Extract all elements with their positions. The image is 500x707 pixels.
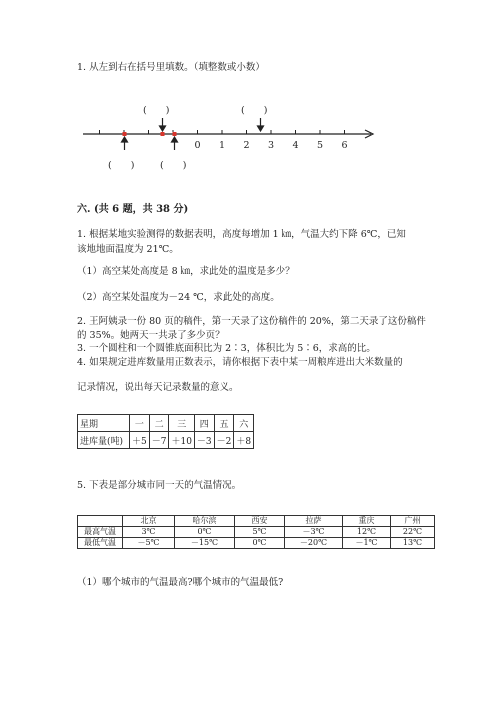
tick-label: 6 [341,140,348,151]
tick-label: 3 [268,140,275,151]
red-marker-2 [161,132,165,136]
table-cell: 0℃ [175,527,235,538]
blank-upper-1: ( ) [143,105,170,116]
table-row [78,538,435,549]
table-row [78,527,435,538]
blank-lower-2: ( ) [160,160,187,171]
table-cell: 五 [214,415,234,432]
number-line [75,112,385,152]
warehouse-table [77,414,254,449]
table-cell: 广州 [391,516,435,527]
tick-label: 2 [243,140,250,151]
blank-upper-2: ( ) [241,105,268,116]
table-cell: ＋5 [130,432,150,449]
table-cell: 西安 [235,516,285,527]
table-cell: －3℃ [285,527,343,538]
arrow-up-2-icon [172,137,178,150]
p4-line2: 记录情况，说出每天记录数量的意义。 [77,382,239,393]
table-cell: 六 [234,415,254,432]
p2-line2: 的 35%。她两天一共录了多少页？ [77,330,225,341]
table-cell: －20℃ [285,538,343,549]
table-cell: 最低气温 [78,538,123,549]
table-row [78,432,254,449]
red-marker-1 [123,132,127,136]
table-cell: 四 [194,415,214,432]
table-cell: 一 [130,415,150,432]
p4-line1: 4. 如果规定进库数量用正数表示，请你根据下表中某一周粮库进出大米数量的 [77,357,403,368]
section-heading: 六. (共 6 题，共 38 分) [77,204,189,215]
table-cell: ＋10 [169,432,194,449]
table-cell: －15℃ [175,538,235,549]
table-cell: 3℃ [123,527,175,538]
table-cell: 5℃ [235,527,285,538]
table-cell: 北京 [123,516,175,527]
table-cell: 最高气温 [78,527,123,538]
p5-sub1: （1）哪个城市的气温最高?哪个城市的气温最低? [77,577,284,588]
table-cell: 进库量(吨) [78,432,130,449]
table-cell: －2 [214,432,234,449]
table-cell: －7 [149,432,169,449]
table-row [78,516,435,527]
p5-line1: 5. 下表是部分城市同一天的气温情况。 [77,480,242,491]
table-cell: 二 [149,415,169,432]
table-cell: 重庆 [343,516,391,527]
p1-sub1: （1）高空某处高度是 8 ㎞，求此处的温度是多少？ [77,266,295,277]
arrow-down-1-icon [160,118,166,131]
arrow-up-1-icon [122,137,128,150]
table-cell: －5℃ [123,538,175,549]
table-cell: 22℃ [391,527,435,538]
table-cell: 三 [169,415,194,432]
table-cell: 12℃ [343,527,391,538]
table-row [78,415,254,432]
p1-sub2: （2）高空某处温度为－24 ℃，求此处的高度。 [77,292,280,303]
p1-line2: 该地地面温度为 21℃。 [77,244,179,255]
table-cell: 0℃ [235,538,285,549]
table-cell: 哈尔滨 [175,516,235,527]
tick-label: 5 [317,140,324,151]
table-cell [78,516,123,527]
tick-label: 4 [292,140,299,151]
p3-line1: 3. 一个圆柱和一个圆锥底面积比为 2∶3，体积比为 5∶6，求高的比。 [77,343,376,354]
table-cell: 13℃ [391,538,435,549]
blank-lower-1: ( ) [108,160,135,171]
p1-line1: 1. 根据某地实验测得的数据表明，高度每增加 1 ㎞，气温大约下降 6℃，已知 [77,229,406,240]
q1-title: 1. 从左到右在括号里填数。（填整数或小数） [77,62,265,73]
table-cell: －3 [194,432,214,449]
tick-label: 0 [194,140,201,151]
table-cell: －1℃ [343,538,391,549]
table-cell: 星期 [78,415,130,432]
p2-line1: 2. 王阿姨录一份 80 页的稿件，第一天录了这份稿件的 20%，第二天录了这份稿件 [77,316,426,327]
table-cell: 拉萨 [285,516,343,527]
table-cell: ＋8 [234,432,254,449]
city-temperature-table [77,515,435,549]
red-marker-3 [173,132,177,136]
tick-label: 1 [219,140,226,151]
arrow-down-2-icon [258,118,264,131]
